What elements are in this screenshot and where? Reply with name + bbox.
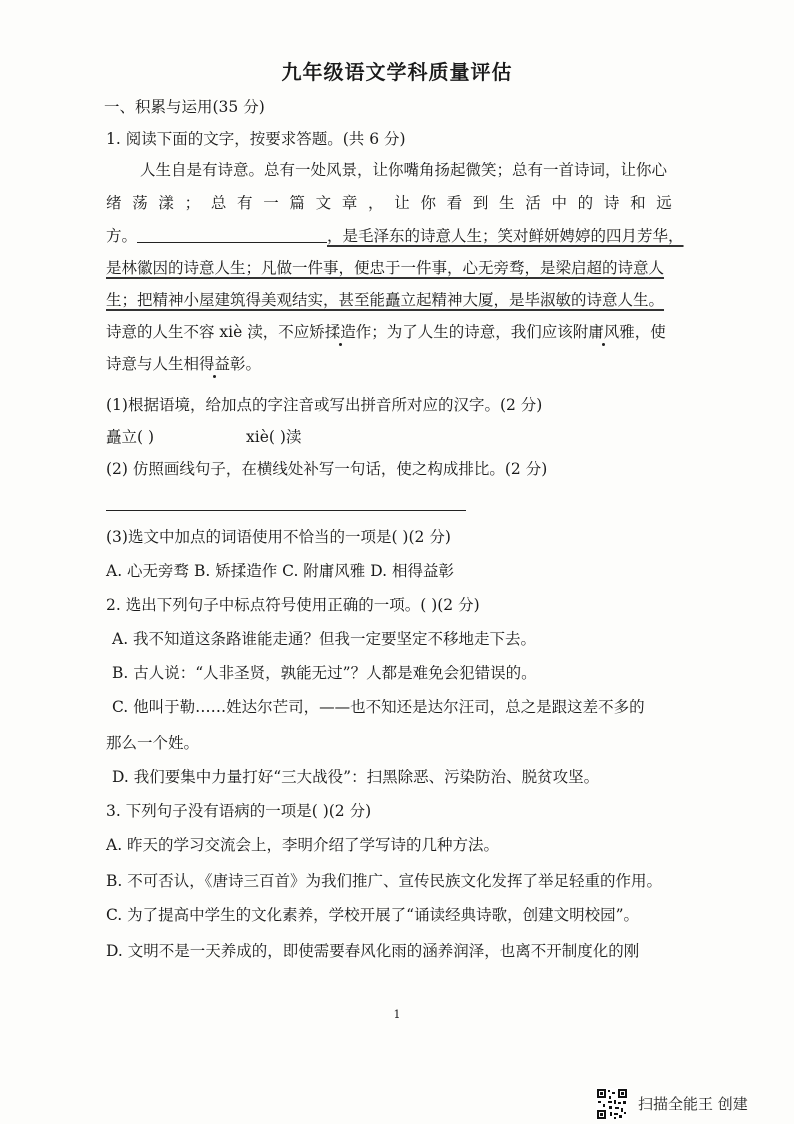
q1-sub1-item-a[interactable]: 矗立( ) [106,428,155,446]
passage-char: 的 [577,194,594,212]
passage-char: 荡 [132,194,148,212]
passage-char: 到 [472,194,489,212]
passage-char: 一 [263,194,279,212]
passage-char: 有 [237,194,253,212]
scanner-watermark: 扫描全能王 创建 [638,1095,748,1113]
q2-option-d[interactable]: D. 我们要集中力量打好“三大战役”：扫黑除恶、污染防治、脱贫攻坚。 [112,768,600,786]
passage-line-7 [106,353,261,375]
passage-char: 绪 [106,194,122,212]
passage-char: 章 [341,194,358,212]
page-title: 九年级语文学科质量评估 [281,60,513,84]
passage-char: 活 [525,194,541,212]
q1-sub2: (2) 仿照画线句子，在横线处补写一句话，使之构成排比。(2 分) [106,460,548,478]
passage-line-4: 是林徽因的诗意人生；凡做一件事，便忠于一件事，心无旁骛，是梁启超的诗意人 [106,259,665,277]
passage-text: 诗意与人生 [106,355,184,373]
passage-text: 。 [245,355,262,373]
q2-option-a[interactable]: A. 我不知道这条路谁能走通？但我一定要坚定不移地走下去。 [112,630,537,648]
q1-sub1-item-b[interactable]: xiè( )渎 [246,428,302,446]
fill-in-blank[interactable] [137,226,327,243]
q3-stem: 3. 下列句子没有语病的一项是( )(2 分) [106,802,372,820]
dotted-word-2: 附庸风雅 [572,323,635,341]
section-heading: 一、积累与运用(35 分) [104,98,265,116]
passage-char: 文 [315,194,332,212]
passage-char: ， [368,194,384,212]
passage-text: 诗意的人生不容 xiè 渎，不应 [106,323,310,341]
dotted-word-3: 相得益彰 [183,355,246,373]
qr-code-icon [596,1088,628,1120]
passage-line-6 [106,321,666,343]
passage-text: ，使 [634,323,666,341]
passage-char: 诗 [603,194,620,212]
passage-char: 中 [551,194,567,212]
passage-line-3-start: 方。 [106,227,138,245]
q2-option-c[interactable]: C. 他叫于勒……姓达尔芒司，——也不知还是达尔汪司，总之是跟这差不多的 [112,698,645,716]
passage-char: 让 [394,194,410,212]
q3-option-c[interactable]: C. 为了提高中学生的文化素养，学校开展了“诵读经典诗歌，创建文明校园”。 [106,906,640,924]
passage-char: 看 [446,194,463,212]
passage-char: 漾 [158,194,174,212]
q2-stem: 2. 选出下列句子中标点符号使用正确的一项。( )(2 分) [106,596,480,614]
q2-option-c-cont: 那么一个姓。 [106,734,200,752]
passage-char: 和 [630,194,646,212]
passage-line-2 [106,192,672,214]
page-number: 1 [393,1008,401,1021]
dotted-word-1: 矫揉造作 [309,323,372,341]
q3-option-d[interactable]: D. 文明不是一天养成的，即使需要春风化雨的涵养润泽，也离不开制度化的刚 [106,942,640,960]
passage-line-3 [106,225,684,247]
q1-sub1: (1)根据语境，给加点的字注音或写出拼音所对应的汉字。(2 分) [106,396,543,414]
passage-char: ； [184,194,201,212]
passage-char: 篇 [289,194,305,212]
q1-sub3: (3)选文中加点的词语使用不恰当的一项是( )(2 分) [106,528,451,546]
q1-sub3-options: A. 心无旁骛 B. 矫揉造作 C. 附庸风雅 D. 相得益彰 [106,562,454,580]
answer-line[interactable] [106,510,466,511]
q3-option-b[interactable]: B. 不可否认，《唐诗三百首》为我们推广、宣传民族文化发挥了举足轻重的作用。 [106,872,662,890]
passage-text: ；为了人生的诗意，我们应该 [371,323,573,341]
passage-char: 你 [420,194,436,212]
q3-option-a[interactable]: A. 昨天的学习交流会上，李明介绍了学写诗的几种方法。 [106,836,500,854]
passage-line-5: 生；把精神小屋建筑得美观结实，甚至能矗立起精神大厦，是毕淑敏的诗意人生。 [106,291,665,309]
passage-char: 总 [210,194,227,212]
q2-option-b[interactable]: B. 古人说：“人非圣贤，孰能无过”？人都是难免会犯错误的。 [112,664,537,682]
passage-line-3-end: ，是毛泽东的诗意人生；笑对鲜妍娉婷的四月芳华， [327,227,684,245]
passage-line-1: 人生自是有诗意。总有一处风景，让你嘴角扬起微笑；总有一首诗词，让你心 [140,161,668,179]
passage-char: 远 [656,194,672,212]
q1-stem: 1. 阅读下面的文字，按要求答题。(共 6 分) [106,130,406,148]
passage-char: 生 [499,194,515,212]
